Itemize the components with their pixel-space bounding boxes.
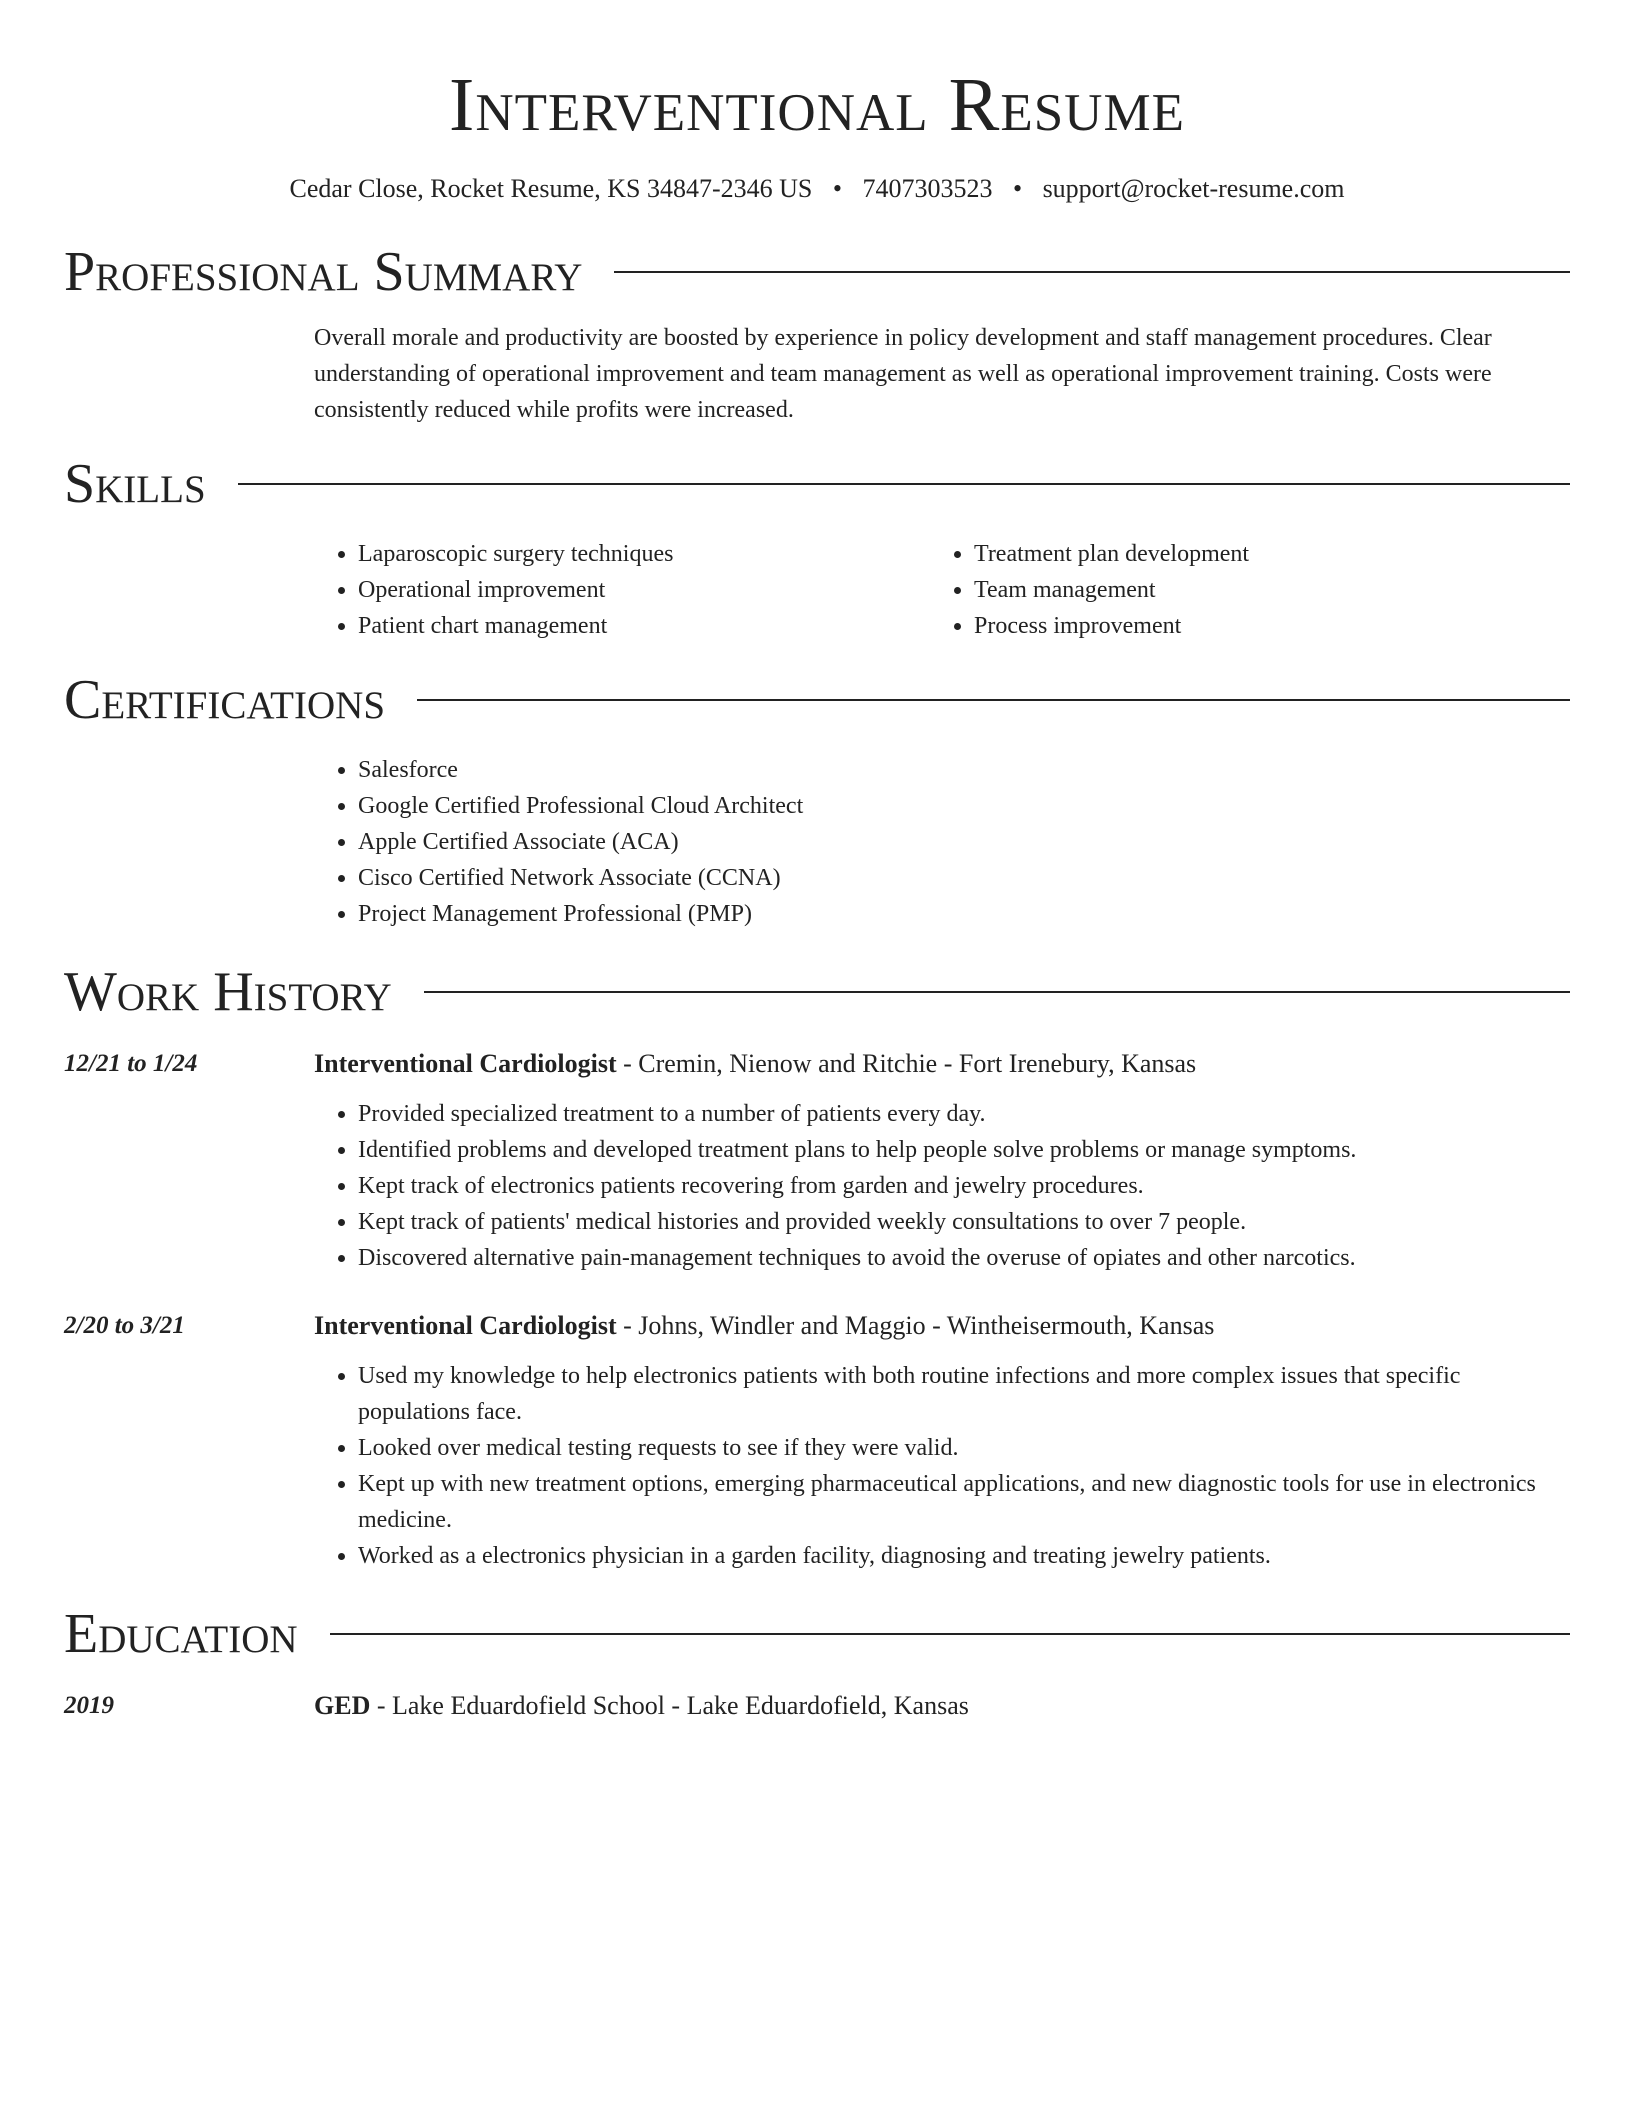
education-details: - Lake Eduardofield School - Lake Eduardofield, Kansas xyxy=(370,1691,969,1720)
list-item: • Team management xyxy=(974,572,1546,608)
job-title-line xyxy=(314,1046,1570,1082)
list-item: • Cisco Certified Network Associate (CCNA) xyxy=(358,860,1570,896)
list-item: • Used my knowledge to help electronics patients with both routine infections and more complex issues that specific populations face. xyxy=(358,1358,1570,1430)
certifications-section-header xyxy=(64,668,1570,732)
certifications-title: Certifications xyxy=(64,669,386,731)
summary-title: Professional Summary xyxy=(64,241,583,303)
skills-list-left xyxy=(314,536,930,644)
education-title: Education xyxy=(64,1603,298,1665)
education-body xyxy=(314,1688,1570,1724)
job-role: Interventional Cardiologist xyxy=(314,1049,617,1078)
work-section-header xyxy=(64,960,1570,1024)
job-dates: 2/20 to 3/21 xyxy=(64,1312,185,1339)
list-item: • Operational improvement xyxy=(358,572,930,608)
education-year: 2019 xyxy=(64,1692,114,1719)
work-title: Work History xyxy=(64,961,392,1023)
job-body xyxy=(314,1308,1570,1574)
job-bullets xyxy=(314,1358,1570,1574)
list-item: • Project Management Professional (PMP) xyxy=(358,896,1570,932)
contact-address: Cedar Close, Rocket Resume, KS 34847-2346 US xyxy=(289,174,813,203)
list-item: • Worked as a electronics physician in a garden facility, diagnosing and treating jewelry patients. xyxy=(358,1538,1570,1574)
certifications-list-wrap xyxy=(314,752,1570,932)
skills-title: Skills xyxy=(64,453,206,515)
education-line xyxy=(314,1688,1570,1724)
job-role: Interventional Cardiologist xyxy=(314,1311,617,1340)
skills-grid xyxy=(314,536,1570,644)
certifications-list xyxy=(314,752,1570,932)
contact-separator: • xyxy=(832,174,842,203)
job-entry xyxy=(64,1046,1570,1276)
list-item: • Google Certified Professional Cloud Architect xyxy=(358,788,1570,824)
list-item: • Kept track of electronics patients recovering from garden and jewelry procedures. xyxy=(358,1168,1570,1204)
education-section-header xyxy=(64,1602,1570,1666)
list-item: • Apple Certified Associate (ACA) xyxy=(358,824,1570,860)
list-item: • Kept up with new treatment options, emerging pharmaceutical applications, and new diagnostic tools for use in electronics medicine. xyxy=(358,1466,1570,1538)
education-entry xyxy=(64,1688,1570,1724)
skills-section-header xyxy=(64,452,1570,516)
contact-phone: 7407303523 xyxy=(862,174,993,203)
section-divider xyxy=(417,699,1570,701)
list-item: • Treatment plan development xyxy=(974,536,1546,572)
list-item: • Patient chart management xyxy=(358,608,930,644)
education-degree: GED xyxy=(314,1691,371,1720)
summary-text: Overall morale and productivity are boosted by experience in policy development and staff management procedures. Clear understanding of operational improvement and team management as well as operational improvement training. Costs were consistently reduced while profits were increased. xyxy=(314,325,1492,423)
section-divider xyxy=(614,271,1570,273)
list-item: • Provided specialized treatment to a number of patients every day. xyxy=(358,1096,1570,1132)
list-item: • Discovered alternative pain-management techniques to avoid the overuse of opiates and other narcotics. xyxy=(358,1240,1570,1276)
job-title-line xyxy=(314,1308,1570,1344)
summary-section-header xyxy=(64,240,1570,304)
list-item: • Kept track of patients' medical histories and provided weekly consultations to over 7 people. xyxy=(358,1204,1570,1240)
section-divider xyxy=(238,483,1570,485)
job-details: - Johns, Windler and Maggio - Wintheisermouth, Kansas xyxy=(616,1311,1215,1340)
section-divider xyxy=(330,1633,1570,1635)
list-item: • Salesforce xyxy=(358,752,1570,788)
job-entry xyxy=(64,1308,1570,1574)
contact-email: support@rocket-resume.com xyxy=(1042,174,1345,203)
list-item: • Process improvement xyxy=(974,608,1546,644)
resume-name: Interventional Resume xyxy=(449,63,1185,147)
job-bullets xyxy=(314,1096,1570,1276)
skills-list-right xyxy=(930,536,1546,644)
job-dates: 12/21 to 1/24 xyxy=(64,1050,198,1077)
list-item: • Identified problems and developed treatment plans to help people solve problems or manage symptoms. xyxy=(358,1132,1570,1168)
contact-separator: • xyxy=(1012,174,1023,203)
list-item: • Laparoscopic surgery techniques xyxy=(358,536,930,572)
section-divider xyxy=(424,991,1570,993)
list-item: • Looked over medical testing requests to see if they were valid. xyxy=(358,1430,1570,1466)
job-body xyxy=(314,1046,1570,1276)
job-details: - Cremin, Nienow and Ritchie - Fort Irenebury, Kansas xyxy=(616,1049,1197,1078)
contact-line xyxy=(64,172,1570,206)
